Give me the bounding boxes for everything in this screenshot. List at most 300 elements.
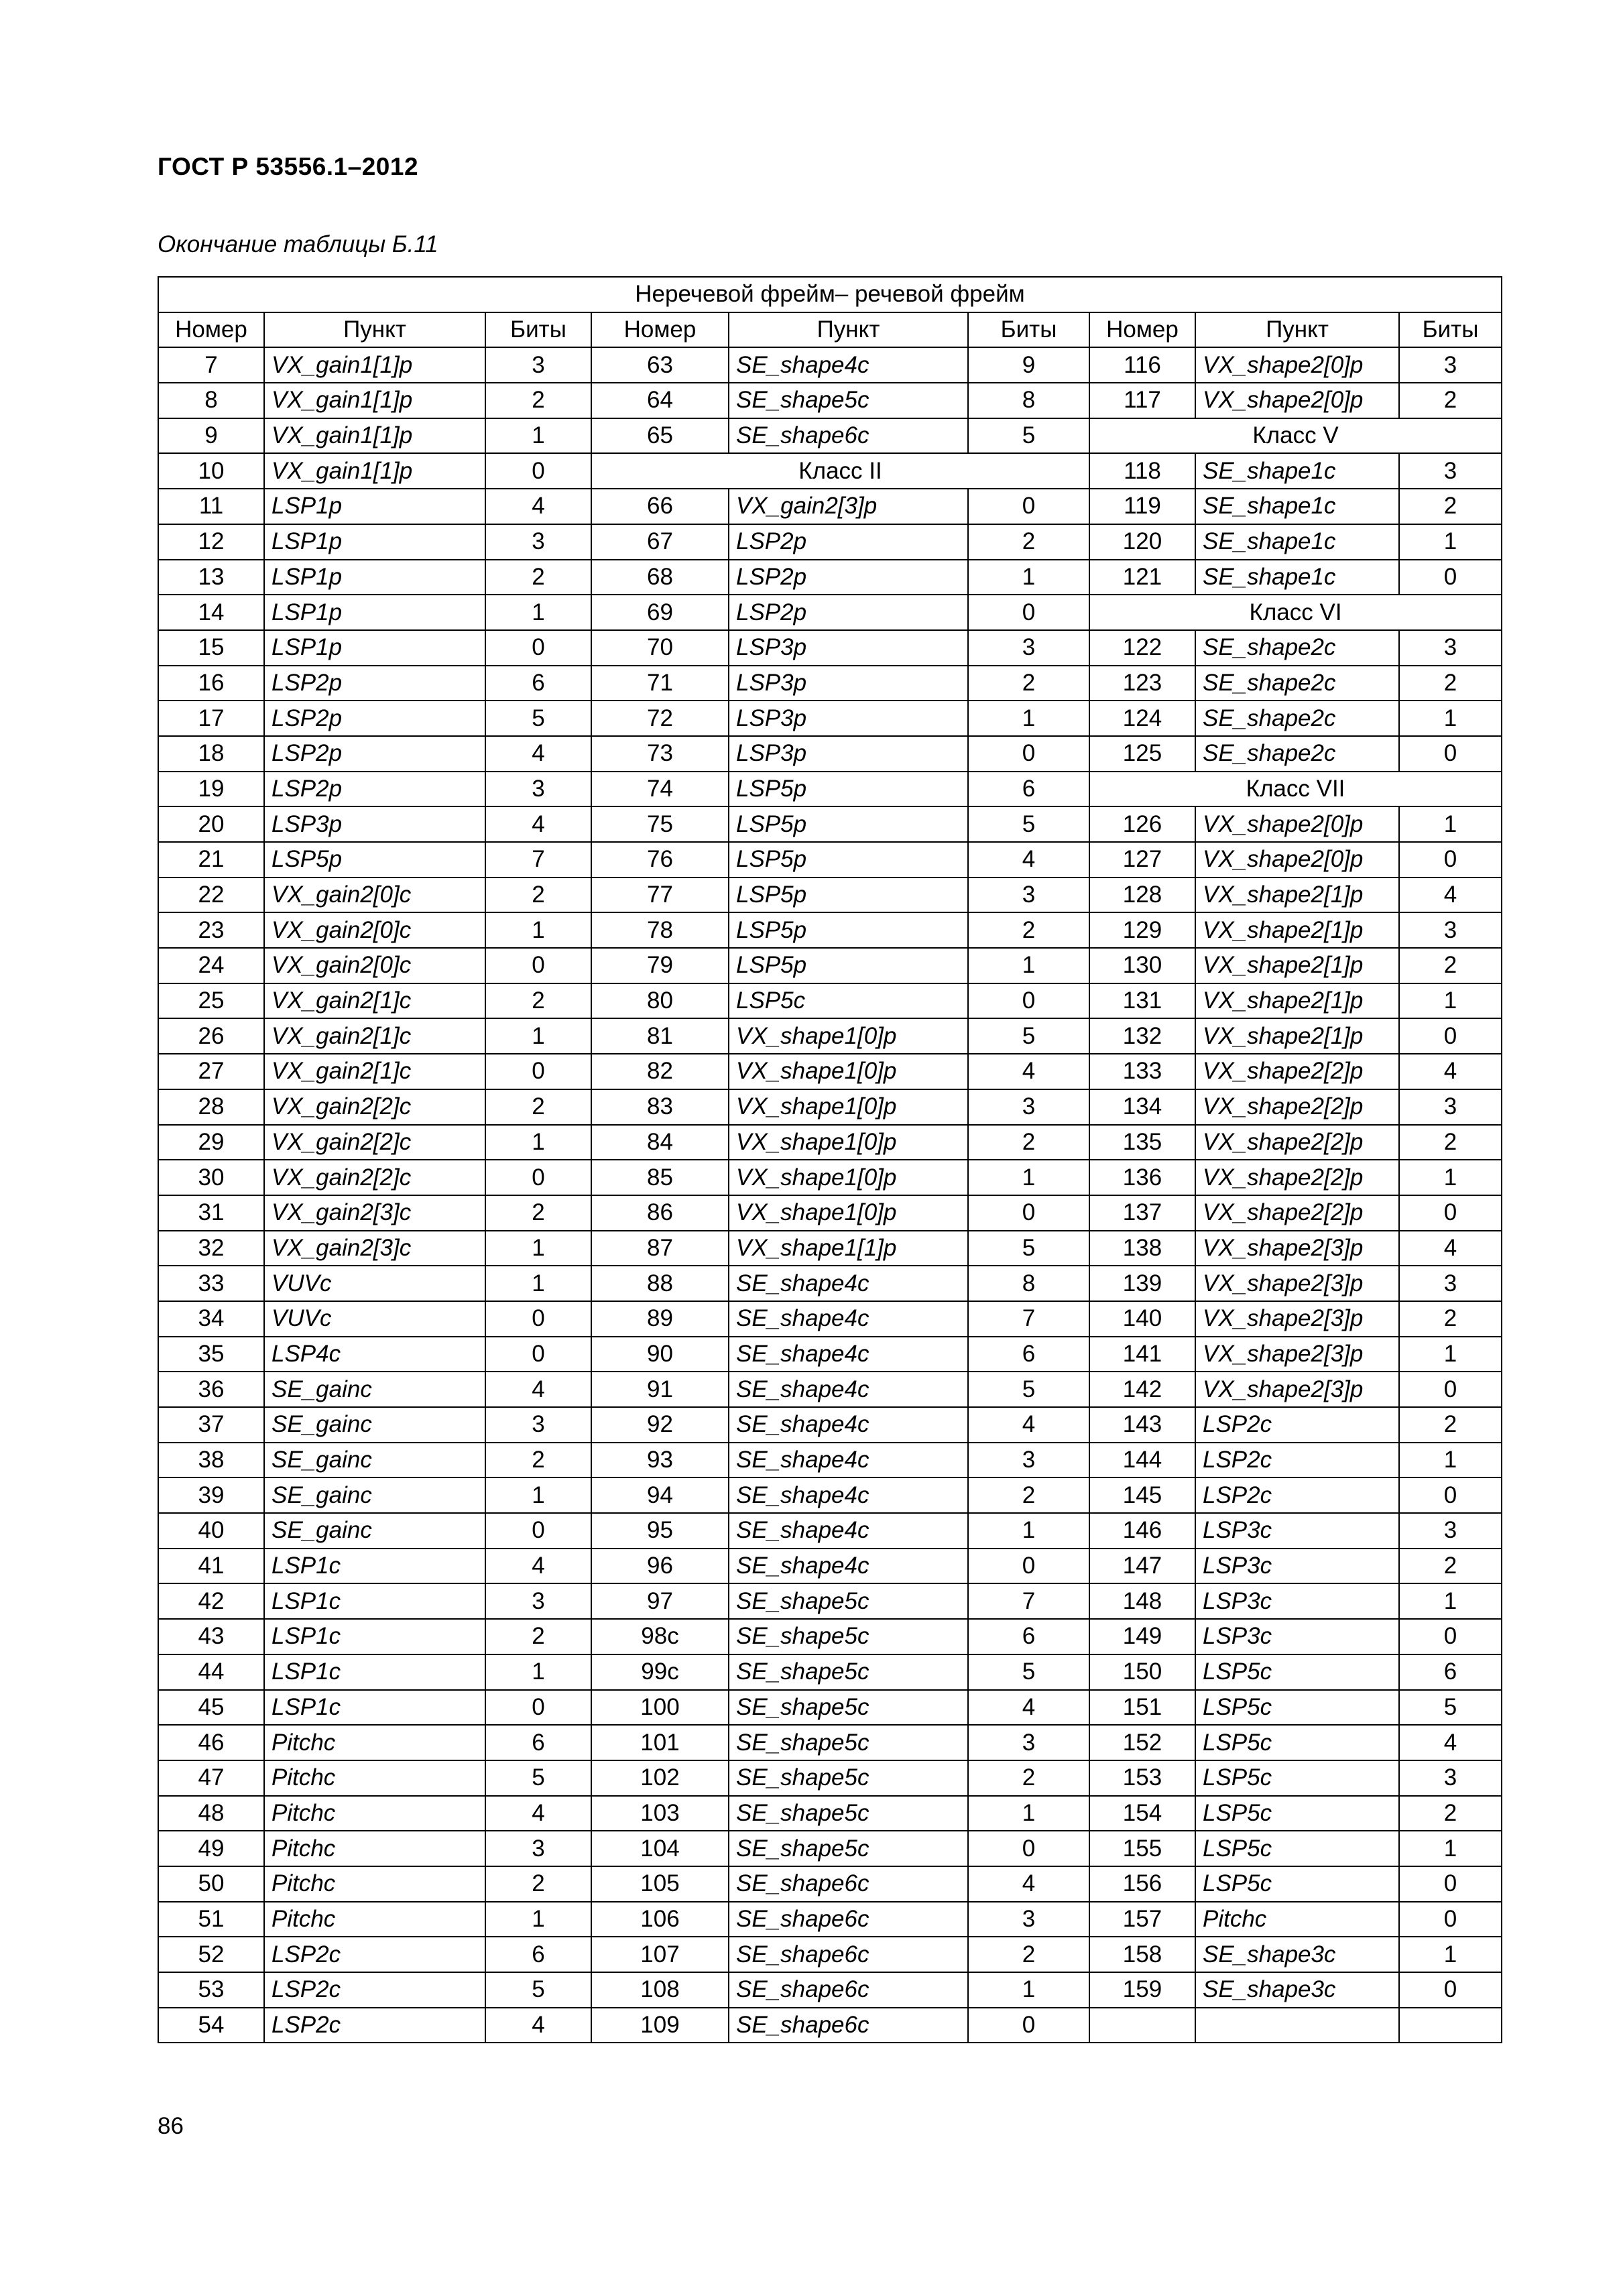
- bits-cell: 1: [485, 1018, 591, 1054]
- item-cell: LSP2c: [264, 2008, 485, 2043]
- bits-cell: 2: [968, 1125, 1089, 1160]
- number-cell: 127: [1089, 842, 1195, 878]
- item-cell: Pitchc: [264, 1725, 485, 1760]
- item-cell: LSP5p: [729, 842, 968, 878]
- item-cell: VX_shape2[3]p: [1195, 1266, 1399, 1301]
- bits-cell: 6: [1399, 1654, 1502, 1690]
- number-cell: 23: [158, 912, 264, 948]
- number-cell: 91: [591, 1372, 729, 1407]
- bits-cell: 7: [968, 1301, 1089, 1337]
- item-cell: VX_shape1[0]p: [729, 1054, 968, 1089]
- bits-cell: 2: [485, 383, 591, 418]
- number-cell: 74: [591, 772, 729, 807]
- number-cell: 151: [1089, 1690, 1195, 1726]
- number-cell: 37: [158, 1407, 264, 1443]
- number-cell: 152: [1089, 1725, 1195, 1760]
- table-title: Неречевой фрейм– речевой фрейм: [158, 277, 1502, 312]
- item-cell: VX_shape2[0]p: [1195, 842, 1399, 878]
- item-cell: Pitchc: [264, 1796, 485, 1831]
- item-cell: VX_shape1[0]p: [729, 1018, 968, 1054]
- item-cell: SE_shape1c: [1195, 560, 1399, 595]
- item-cell: VX_shape2[1]p: [1195, 983, 1399, 1019]
- number-cell: 96: [591, 1549, 729, 1584]
- bits-cell: 6: [485, 666, 591, 701]
- bits-cell: 2: [485, 878, 591, 913]
- number-cell: 83: [591, 1089, 729, 1125]
- item-cell: SE_shape6c: [729, 1972, 968, 2008]
- bits-cell: 4: [485, 806, 591, 842]
- number-cell: 78: [591, 912, 729, 948]
- number-cell: 118: [1089, 453, 1195, 489]
- number-cell: 73: [591, 736, 729, 772]
- number-cell: 69: [591, 595, 729, 630]
- item-cell: VX_shape2[3]p: [1195, 1372, 1399, 1407]
- bits-cell: 4: [485, 736, 591, 772]
- number-cell: 45: [158, 1690, 264, 1726]
- number-cell: 25: [158, 983, 264, 1019]
- number-cell: 44: [158, 1654, 264, 1690]
- bits-cell: 5: [968, 806, 1089, 842]
- number-cell: 97: [591, 1583, 729, 1619]
- number-cell: 130: [1089, 948, 1195, 983]
- bits-cell: 3: [1399, 1089, 1502, 1125]
- table-row: [158, 912, 1502, 948]
- bits-cell: 0: [1399, 842, 1502, 878]
- table-row: [158, 1372, 1502, 1407]
- number-cell: 29: [158, 1125, 264, 1160]
- bits-cell: 2: [1399, 666, 1502, 701]
- bits-cell: 2: [485, 1089, 591, 1125]
- bits-cell: 0: [968, 1195, 1089, 1231]
- number-cell: 109: [591, 2008, 729, 2043]
- item-cell: SE_shape5c: [729, 1760, 968, 1796]
- table-row: [158, 1160, 1502, 1195]
- table-row: [158, 2008, 1502, 2043]
- bits-cell: 4: [968, 842, 1089, 878]
- number-cell: 40: [158, 1513, 264, 1549]
- bits-cell: 3: [968, 1443, 1089, 1478]
- bits-cell: 4: [485, 2008, 591, 2043]
- bits-cell: 4: [968, 1690, 1089, 1726]
- bits-cell: 4: [1399, 878, 1502, 913]
- bits-cell: 3: [1399, 912, 1502, 948]
- item-cell: VX_shape2[3]p: [1195, 1231, 1399, 1266]
- bits-cell: 0: [968, 983, 1089, 1019]
- bits-cell: 1: [1399, 1337, 1502, 1372]
- bits-cell: 2: [968, 666, 1089, 701]
- table-row: [158, 1654, 1502, 1690]
- number-cell: 28: [158, 1089, 264, 1125]
- table-row: [158, 666, 1502, 701]
- bits-cell: 0: [1399, 1018, 1502, 1054]
- item-cell: LSP3p: [729, 736, 968, 772]
- item-cell: VX_shape2[0]p: [1195, 806, 1399, 842]
- bits-cell: 1: [485, 912, 591, 948]
- item-cell: VUVc: [264, 1266, 485, 1301]
- bits-cell: 1: [1399, 524, 1502, 560]
- bits-cell: 3: [485, 1407, 591, 1443]
- number-cell: [1089, 2008, 1195, 2043]
- bits-cell: 0: [968, 595, 1089, 630]
- item-cell: VX_shape2[0]p: [1195, 347, 1399, 383]
- bits-cell: 5: [485, 1760, 591, 1796]
- class-label-cell: Класс V: [1089, 418, 1502, 454]
- item-cell: VX_gain2[3]p: [729, 489, 968, 524]
- bits-cell: 2: [485, 1443, 591, 1478]
- number-cell: 103: [591, 1796, 729, 1831]
- bits-cell: 4: [968, 1054, 1089, 1089]
- bits-cell: 0: [1399, 560, 1502, 595]
- number-cell: 143: [1089, 1407, 1195, 1443]
- bits-cell: 4: [968, 1866, 1089, 1902]
- bits-cell: 3: [968, 1725, 1089, 1760]
- item-cell: LSP5p: [729, 806, 968, 842]
- number-cell: 154: [1089, 1796, 1195, 1831]
- number-cell: 124: [1089, 701, 1195, 736]
- table-row: [158, 1513, 1502, 1549]
- number-cell: 142: [1089, 1372, 1195, 1407]
- table-body: [158, 347, 1502, 2043]
- bits-cell: 0: [968, 2008, 1089, 2043]
- bits-cell: 1: [485, 1125, 591, 1160]
- number-cell: 34: [158, 1301, 264, 1337]
- bits-cell: 0: [485, 453, 591, 489]
- bits-cell: 3: [1399, 453, 1502, 489]
- item-cell: VX_shape2[1]p: [1195, 878, 1399, 913]
- number-cell: 52: [158, 1937, 264, 1972]
- bits-cell: 6: [968, 772, 1089, 807]
- table-row: [158, 1902, 1502, 1937]
- bits-cell: 0: [1399, 1372, 1502, 1407]
- number-cell: 108: [591, 1972, 729, 2008]
- bits-cell: 5: [485, 701, 591, 736]
- number-cell: 125: [1089, 736, 1195, 772]
- number-cell: 93: [591, 1443, 729, 1478]
- number-cell: 9: [158, 418, 264, 454]
- bits-cell: 6: [968, 1337, 1089, 1372]
- item-cell: VX_gain2[0]c: [264, 912, 485, 948]
- number-cell: 7: [158, 347, 264, 383]
- bits-cell: 0: [485, 630, 591, 666]
- bits-cell: 2: [968, 912, 1089, 948]
- number-cell: 123: [1089, 666, 1195, 701]
- item-cell: LSP5c: [1195, 1760, 1399, 1796]
- item-cell: VX_shape1[1]p: [729, 1231, 968, 1266]
- number-cell: 17: [158, 701, 264, 736]
- item-cell: LSP2p: [264, 772, 485, 807]
- bits-cell: 7: [485, 842, 591, 878]
- page-number: 86: [158, 2113, 184, 2139]
- number-cell: 99c: [591, 1654, 729, 1690]
- column-header: Номер: [591, 312, 729, 348]
- item-cell: VX_gain1[1]p: [264, 383, 485, 418]
- bits-cell: [1399, 2008, 1502, 2043]
- item-cell: LSP5c: [1195, 1654, 1399, 1690]
- item-cell: LSP5c: [1195, 1866, 1399, 1902]
- item-cell: LSP5p: [264, 842, 485, 878]
- item-cell: VX_gain2[1]c: [264, 983, 485, 1019]
- item-cell: Pitchc: [264, 1866, 485, 1902]
- bits-cell: 4: [485, 1796, 591, 1831]
- item-cell: LSP2c: [264, 1937, 485, 1972]
- number-cell: 51: [158, 1902, 264, 1937]
- item-cell: VX_shape2[1]p: [1195, 948, 1399, 983]
- table-row: [158, 983, 1502, 1019]
- number-cell: 139: [1089, 1266, 1195, 1301]
- number-cell: 121: [1089, 560, 1195, 595]
- table-row: [158, 630, 1502, 666]
- bits-cell: 4: [485, 489, 591, 524]
- number-cell: 79: [591, 948, 729, 983]
- bits-cell: 5: [968, 1372, 1089, 1407]
- item-cell: SE_shape6c: [729, 418, 968, 454]
- number-cell: 30: [158, 1160, 264, 1195]
- item-cell: LSP3p: [729, 701, 968, 736]
- table-row: [158, 772, 1502, 807]
- item-cell: SE_shape4c: [729, 1337, 968, 1372]
- bits-cell: 2: [485, 983, 591, 1019]
- bits-cell: 1: [485, 1231, 591, 1266]
- bits-cell: 3: [968, 878, 1089, 913]
- number-cell: 149: [1089, 1619, 1195, 1654]
- number-cell: 129: [1089, 912, 1195, 948]
- item-cell: SE_shape6c: [729, 2008, 968, 2043]
- table-row: [158, 1619, 1502, 1654]
- item-cell: Pitchc: [264, 1831, 485, 1866]
- bits-cell: 3: [1399, 1513, 1502, 1549]
- bits-cell: 1: [485, 1266, 591, 1301]
- bits-cell: 3: [485, 1831, 591, 1866]
- bits-cell: 0: [1399, 1972, 1502, 2008]
- class-label-cell: Класс II: [591, 453, 1089, 489]
- bits-cell: 1: [968, 1513, 1089, 1549]
- table-row: [158, 595, 1502, 630]
- number-cell: 68: [591, 560, 729, 595]
- bits-cell: 1: [1399, 1937, 1502, 1972]
- item-cell: SE_shape5c: [729, 1690, 968, 1726]
- table-row: [158, 701, 1502, 736]
- bits-cell: 0: [485, 1160, 591, 1195]
- bits-cell: 3: [968, 1902, 1089, 1937]
- number-cell: 92: [591, 1407, 729, 1443]
- bits-cell: 2: [1399, 948, 1502, 983]
- bits-cell: 1: [968, 701, 1089, 736]
- number-cell: 15: [158, 630, 264, 666]
- item-cell: SE_shape4c: [729, 1549, 968, 1584]
- item-cell: LSP5c: [1195, 1690, 1399, 1726]
- number-cell: 36: [158, 1372, 264, 1407]
- item-cell: VX_shape2[1]p: [1195, 912, 1399, 948]
- item-cell: LSP2p: [729, 524, 968, 560]
- number-cell: 156: [1089, 1866, 1195, 1902]
- item-cell: VUVc: [264, 1301, 485, 1337]
- bits-cell: 1: [1399, 1160, 1502, 1195]
- number-cell: 89: [591, 1301, 729, 1337]
- item-cell: LSP5c: [1195, 1831, 1399, 1866]
- item-cell: SE_shape4c: [729, 347, 968, 383]
- item-cell: SE_shape3c: [1195, 1972, 1399, 2008]
- bits-cell: 1: [1399, 701, 1502, 736]
- bits-cell: 4: [1399, 1725, 1502, 1760]
- bits-cell: 3: [1399, 1266, 1502, 1301]
- number-cell: 38: [158, 1443, 264, 1478]
- bits-cell: 3: [485, 347, 591, 383]
- item-cell: VX_shape2[2]p: [1195, 1054, 1399, 1089]
- number-cell: 95: [591, 1513, 729, 1549]
- item-cell: VX_gain1[1]p: [264, 453, 485, 489]
- number-cell: 158: [1089, 1937, 1195, 1972]
- bits-cell: 2: [1399, 1125, 1502, 1160]
- item-cell: VX_shape2[2]p: [1195, 1160, 1399, 1195]
- item-cell: VX_shape2[2]p: [1195, 1125, 1399, 1160]
- number-cell: 138: [1089, 1231, 1195, 1266]
- number-cell: 102: [591, 1760, 729, 1796]
- number-cell: 94: [591, 1477, 729, 1513]
- table-row: [158, 1831, 1502, 1866]
- bits-cell: 0: [485, 1513, 591, 1549]
- bits-cell: 0: [1399, 736, 1502, 772]
- item-cell: LSP3c: [1195, 1583, 1399, 1619]
- number-cell: 85: [591, 1160, 729, 1195]
- item-cell: LSP1c: [264, 1583, 485, 1619]
- number-cell: 128: [1089, 878, 1195, 913]
- item-cell: SE_shape1c: [1195, 489, 1399, 524]
- item-cell: SE_shape6c: [729, 1902, 968, 1937]
- table-row: [158, 1549, 1502, 1584]
- bits-cell: 1: [968, 1972, 1089, 2008]
- number-cell: 13: [158, 560, 264, 595]
- number-cell: 70: [591, 630, 729, 666]
- bits-cell: 0: [1399, 1195, 1502, 1231]
- number-cell: 148: [1089, 1583, 1195, 1619]
- table-row: [158, 1972, 1502, 2008]
- bits-cell: 0: [485, 1301, 591, 1337]
- item-cell: SE_gainc: [264, 1477, 485, 1513]
- bits-cell: 3: [485, 524, 591, 560]
- item-cell: SE_shape2c: [1195, 666, 1399, 701]
- number-cell: 116: [1089, 347, 1195, 383]
- item-cell: LSP2p: [264, 701, 485, 736]
- bits-cell: 1: [485, 1902, 591, 1937]
- bits-cell: 1: [485, 595, 591, 630]
- item-cell: SE_shape4c: [729, 1266, 968, 1301]
- item-cell: LSP2p: [729, 595, 968, 630]
- item-cell: VX_shape2[2]p: [1195, 1195, 1399, 1231]
- table-row: [158, 1407, 1502, 1443]
- number-cell: 137: [1089, 1195, 1195, 1231]
- table-row: [158, 1195, 1502, 1231]
- bits-cell: 2: [1399, 1549, 1502, 1584]
- number-cell: 87: [591, 1231, 729, 1266]
- item-cell: LSP3c: [1195, 1619, 1399, 1654]
- bits-cell: 2: [485, 1866, 591, 1902]
- number-cell: 35: [158, 1337, 264, 1372]
- table-caption: Окончание таблицы Б.11: [158, 231, 438, 257]
- item-cell: SE_shape5c: [729, 1654, 968, 1690]
- bit-allocation-table: [158, 276, 1502, 2043]
- bits-cell: 4: [968, 1407, 1089, 1443]
- item-cell: VX_gain2[1]c: [264, 1054, 485, 1089]
- item-cell: SE_shape4c: [729, 1513, 968, 1549]
- number-cell: 32: [158, 1231, 264, 1266]
- item-cell: LSP1c: [264, 1549, 485, 1584]
- item-cell: SE_shape5c: [729, 1583, 968, 1619]
- bits-cell: 1: [1399, 983, 1502, 1019]
- number-cell: 80: [591, 983, 729, 1019]
- item-cell: VX_gain2[3]c: [264, 1195, 485, 1231]
- item-cell: VX_shape1[0]p: [729, 1195, 968, 1231]
- bits-cell: 2: [1399, 1796, 1502, 1831]
- item-cell: LSP5c: [1195, 1796, 1399, 1831]
- number-cell: 11: [158, 489, 264, 524]
- bits-cell: 0: [485, 948, 591, 983]
- bits-cell: 2: [1399, 383, 1502, 418]
- item-cell: VX_gain2[1]c: [264, 1018, 485, 1054]
- number-cell: 107: [591, 1937, 729, 1972]
- item-cell: LSP2p: [264, 736, 485, 772]
- bits-cell: 0: [485, 1054, 591, 1089]
- bits-cell: 2: [485, 1619, 591, 1654]
- table-row: [158, 1089, 1502, 1125]
- number-cell: 101: [591, 1725, 729, 1760]
- table-row: [158, 736, 1502, 772]
- item-cell: VX_gain1[1]p: [264, 418, 485, 454]
- table-row: [158, 1725, 1502, 1760]
- item-cell: Pitchc: [264, 1902, 485, 1937]
- bits-cell: 2: [968, 1477, 1089, 1513]
- number-cell: 18: [158, 736, 264, 772]
- number-cell: 66: [591, 489, 729, 524]
- number-cell: 21: [158, 842, 264, 878]
- table-row: [158, 347, 1502, 383]
- item-cell: SE_shape5c: [729, 1619, 968, 1654]
- number-cell: 27: [158, 1054, 264, 1089]
- number-cell: 20: [158, 806, 264, 842]
- bits-cell: 1: [1399, 1583, 1502, 1619]
- number-cell: 157: [1089, 1902, 1195, 1937]
- document-header: ГОСТ Р 53556.1–2012: [158, 153, 419, 180]
- bits-cell: 5: [968, 1654, 1089, 1690]
- item-cell: VX_shape1[0]p: [729, 1125, 968, 1160]
- item-cell: LSP2p: [264, 666, 485, 701]
- table-row: [158, 1937, 1502, 1972]
- item-cell: LSP1p: [264, 489, 485, 524]
- number-cell: 134: [1089, 1089, 1195, 1125]
- bits-cell: 8: [968, 1266, 1089, 1301]
- column-header: Номер: [158, 312, 264, 348]
- number-cell: 159: [1089, 1972, 1195, 2008]
- bits-cell: 7: [968, 1583, 1089, 1619]
- number-cell: 71: [591, 666, 729, 701]
- bits-cell: 1: [485, 418, 591, 454]
- item-cell: LSP1p: [264, 595, 485, 630]
- item-cell: VX_gain2[2]c: [264, 1160, 485, 1195]
- bits-cell: 1: [485, 1654, 591, 1690]
- number-cell: 126: [1089, 806, 1195, 842]
- number-cell: 42: [158, 1583, 264, 1619]
- number-cell: 50: [158, 1866, 264, 1902]
- item-cell: LSP1p: [264, 560, 485, 595]
- bits-cell: 2: [1399, 489, 1502, 524]
- bits-cell: 0: [968, 736, 1089, 772]
- class-label-cell: Класс VII: [1089, 772, 1502, 807]
- table-row: [158, 1018, 1502, 1054]
- number-cell: 43: [158, 1619, 264, 1654]
- item-cell: SE_shape1c: [1195, 453, 1399, 489]
- number-cell: 53: [158, 1972, 264, 2008]
- column-header: Биты: [1399, 312, 1502, 348]
- table-row: [158, 806, 1502, 842]
